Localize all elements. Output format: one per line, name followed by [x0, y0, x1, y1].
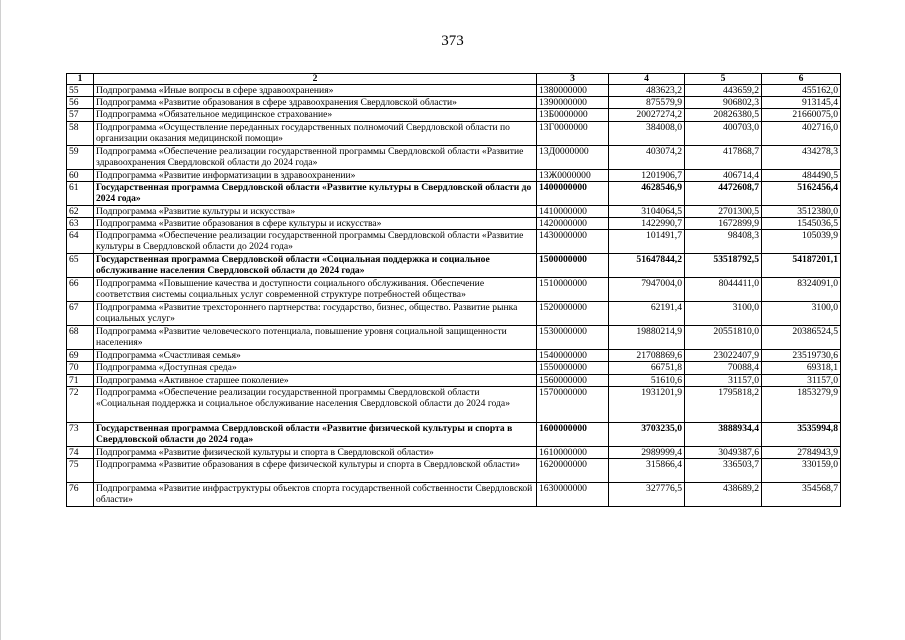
table-row	[67, 374, 841, 386]
value-col-6: 434278,3	[762, 145, 841, 169]
program-name: Подпрограмма «Обеспечение реализации государственной программы Свердловской области «Развитие здравоохранения Свердловской области до 2024 года»	[94, 145, 537, 169]
program-code: 1620000000	[537, 459, 609, 483]
value-col-6: 354568,7	[762, 483, 841, 507]
value-col-4: 51610,6	[609, 374, 685, 386]
value-col-5: 53518792,5	[685, 254, 762, 278]
row-number: 72	[67, 386, 94, 422]
value-col-5: 443659,2	[685, 85, 762, 97]
value-col-5: 406714,4	[685, 169, 762, 181]
program-name: Подпрограмма «Развитие инфраструктуры объектов спорта государственной собственности Свердловской области»	[94, 483, 537, 507]
value-col-5: 3049387,6	[685, 446, 762, 458]
program-code: 1630000000	[537, 483, 609, 507]
value-col-4: 1422990,7	[609, 218, 685, 230]
table-row	[67, 326, 841, 350]
table-row	[67, 181, 841, 205]
program-name: Подпрограмма «Развитие информатизации в здравоохранении»	[94, 169, 537, 181]
value-col-4: 875579,9	[609, 97, 685, 109]
table-row	[67, 446, 841, 458]
program-code: 1390000000	[537, 97, 609, 109]
header-cell: 6	[762, 74, 841, 85]
program-code: 1410000000	[537, 205, 609, 217]
table-row	[67, 254, 841, 278]
row-number: 76	[67, 483, 94, 507]
value-col-4: 3703235,0	[609, 422, 685, 446]
program-name: Подпрограмма «Обязательное медицинское страхование»	[94, 109, 537, 121]
row-number: 73	[67, 422, 94, 446]
value-col-5: 1795818,2	[685, 386, 762, 422]
value-col-4: 66751,8	[609, 362, 685, 374]
value-col-5: 98408,3	[685, 230, 762, 254]
program-name: Подпрограмма «Развитие физической культуры и спорта в Свердловской области»	[94, 446, 537, 458]
value-col-6: 31157,0	[762, 374, 841, 386]
table-row	[67, 169, 841, 181]
value-col-6: 402716,0	[762, 121, 841, 145]
program-code: 13Ж0000000	[537, 169, 609, 181]
value-col-6: 3100,0	[762, 302, 841, 326]
program-name: Подпрограмма «Счастливая семья»	[94, 350, 537, 362]
value-col-5: 20551810,0	[685, 326, 762, 350]
program-name: Подпрограмма «Развитие культуры и искусства»	[94, 205, 537, 217]
row-number: 59	[67, 145, 94, 169]
value-col-4: 101491,7	[609, 230, 685, 254]
program-name: Подпрограмма «Развитие образования в сфере физической культуры и спорта в Свердловской области»	[94, 459, 537, 483]
table-row	[67, 459, 841, 483]
table-row	[67, 483, 841, 507]
value-col-4: 4628546,9	[609, 181, 685, 205]
value-col-6: 5162456,4	[762, 181, 841, 205]
value-col-5: 20826380,5	[685, 109, 762, 121]
program-code: 1600000000	[537, 422, 609, 446]
value-col-6: 2784943,9	[762, 446, 841, 458]
header-cell: 3	[537, 74, 609, 85]
value-col-5: 438689,2	[685, 483, 762, 507]
program-name: Государственная программа Свердловской области «Развитие культуры в Свердловской области до 2024 года»	[94, 181, 537, 205]
table-row	[67, 350, 841, 362]
value-col-6: 330159,0	[762, 459, 841, 483]
value-col-6: 455162,0	[762, 85, 841, 97]
value-col-4: 7947004,0	[609, 278, 685, 302]
row-number: 55	[67, 85, 94, 97]
row-number: 70	[67, 362, 94, 374]
value-col-5: 1672899,9	[685, 218, 762, 230]
value-col-6: 8324091,0	[762, 278, 841, 302]
header-cell: 2	[94, 74, 537, 85]
value-col-4: 20027274,2	[609, 109, 685, 121]
value-col-4: 3104064,5	[609, 205, 685, 217]
row-number: 62	[67, 205, 94, 217]
row-number: 58	[67, 121, 94, 145]
row-number: 56	[67, 97, 94, 109]
value-col-5: 23022407,9	[685, 350, 762, 362]
row-number: 60	[67, 169, 94, 181]
value-col-4: 315866,4	[609, 459, 685, 483]
value-col-5: 417868,7	[685, 145, 762, 169]
page-number: 373	[441, 33, 464, 49]
value-col-6: 3512380,0	[762, 205, 841, 217]
value-col-4: 21708869,6	[609, 350, 685, 362]
table-row	[67, 362, 841, 374]
value-col-6: 105039,9	[762, 230, 841, 254]
program-name: Подпрограмма «Обеспечение реализации государственной программы Свердловской области «Развитие культуры в Свердловской области до 2024 года»	[94, 230, 537, 254]
row-number: 64	[67, 230, 94, 254]
value-col-4: 1931201,9	[609, 386, 685, 422]
value-col-4: 2989999,4	[609, 446, 685, 458]
program-name: Подпрограмма «Развитие человеческого потенциала, повышение уровня социальной защищенности населения»	[94, 326, 537, 350]
row-number: 68	[67, 326, 94, 350]
scan-edge	[0, 0, 1, 640]
value-col-5: 2701300,5	[685, 205, 762, 217]
value-col-6: 69318,1	[762, 362, 841, 374]
program-code: 1400000000	[537, 181, 609, 205]
value-col-4: 384008,0	[609, 121, 685, 145]
header-cell: 4	[609, 74, 685, 85]
program-name: Подпрограмма «Повышение качества и доступности социального обслуживания. Обеспечение соответствия системы социальных услуг современной структуре потребностей общества»	[94, 278, 537, 302]
value-col-5: 3100,0	[685, 302, 762, 326]
program-name: Подпрограмма «Иные вопросы в сфере здравоохранения»	[94, 85, 537, 97]
value-col-5: 4472608,7	[685, 181, 762, 205]
value-col-4: 19880214,9	[609, 326, 685, 350]
value-col-6: 1853279,9	[762, 386, 841, 422]
row-number: 74	[67, 446, 94, 458]
table-row	[67, 218, 841, 230]
value-col-6: 913145,4	[762, 97, 841, 109]
table-row	[67, 121, 841, 145]
value-col-4: 403074,2	[609, 145, 685, 169]
value-col-4: 51647844,2	[609, 254, 685, 278]
program-code: 1610000000	[537, 446, 609, 458]
value-col-5: 400703,0	[685, 121, 762, 145]
program-code: 1570000000	[537, 386, 609, 422]
program-code: 1420000000	[537, 218, 609, 230]
program-code: 1430000000	[537, 230, 609, 254]
program-code: 1530000000	[537, 326, 609, 350]
program-code: 1380000000	[537, 85, 609, 97]
budget-table	[66, 73, 841, 507]
value-col-4: 1201906,7	[609, 169, 685, 181]
value-col-4: 62191,4	[609, 302, 685, 326]
table-row	[67, 278, 841, 302]
row-number: 71	[67, 374, 94, 386]
value-col-6: 21660075,0	[762, 109, 841, 121]
program-name: Подпрограмма «Развитие трехстороннего партнерства: государство, бизнес, общество. Развитие рынка социальных услуг»	[94, 302, 537, 326]
table-row	[67, 97, 841, 109]
program-code: 1520000000	[537, 302, 609, 326]
table-row	[67, 145, 841, 169]
header-cell: 1	[67, 74, 94, 85]
value-col-4: 327776,5	[609, 483, 685, 507]
table-row	[67, 422, 841, 446]
row-number: 69	[67, 350, 94, 362]
row-number: 57	[67, 109, 94, 121]
program-name: Подпрограмма «Обеспечение реализации государственной программы Свердловской области «Социальная поддержка и социальное обслуживание населения Свердловской области до 2024 года»	[94, 386, 537, 422]
program-name: Подпрограмма «Доступная среда»	[94, 362, 537, 374]
value-col-5: 336503,7	[685, 459, 762, 483]
value-col-6: 20386524,5	[762, 326, 841, 350]
row-number: 67	[67, 302, 94, 326]
program-name: Государственная программа Свердловской области «Социальная поддержка и социальное обслуживание населения Свердловской области до 2024 года»	[94, 254, 537, 278]
program-code: 1550000000	[537, 362, 609, 374]
program-code: 13Д0000000	[537, 145, 609, 169]
value-col-6: 23519730,6	[762, 350, 841, 362]
value-col-4: 483623,2	[609, 85, 685, 97]
table-body	[67, 85, 841, 507]
header-row	[67, 74, 841, 85]
value-col-6: 54187201,1	[762, 254, 841, 278]
program-name: Подпрограмма «Активное старшее поколение»	[94, 374, 537, 386]
value-col-6: 484490,5	[762, 169, 841, 181]
row-number: 63	[67, 218, 94, 230]
row-number: 66	[67, 278, 94, 302]
value-col-6: 3535994,8	[762, 422, 841, 446]
row-number: 65	[67, 254, 94, 278]
program-code: 1510000000	[537, 278, 609, 302]
program-name: Подпрограмма «Развитие образования в сфере культуры и искусства»	[94, 218, 537, 230]
value-col-5: 70088,4	[685, 362, 762, 374]
table-row	[67, 85, 841, 97]
program-name: Государственная программа Свердловской области «Развитие физической культуры и спорта в Свердловской области до 2024 года»	[94, 422, 537, 446]
program-code: 13Б0000000	[537, 109, 609, 121]
program-name: Подпрограмма «Развитие образования в сфере здравоохранения Свердловской области»	[94, 97, 537, 109]
program-code: 1540000000	[537, 350, 609, 362]
value-col-5: 3888934,4	[685, 422, 762, 446]
program-code: 13Г0000000	[537, 121, 609, 145]
value-col-5: 8044411,0	[685, 278, 762, 302]
value-col-5: 31157,0	[685, 374, 762, 386]
table-row	[67, 109, 841, 121]
table-row	[67, 302, 841, 326]
row-number: 75	[67, 459, 94, 483]
program-code: 1560000000	[537, 374, 609, 386]
header-cell: 5	[685, 74, 762, 85]
table-row	[67, 386, 841, 422]
row-number: 61	[67, 181, 94, 205]
value-col-6: 1545036,5	[762, 218, 841, 230]
program-name: Подпрограмма «Осуществление переданных государственных полномочий Свердловской области по организации оказания медицинской помощи»	[94, 121, 537, 145]
program-code: 1500000000	[537, 254, 609, 278]
table-row	[67, 230, 841, 254]
value-col-5: 906802,3	[685, 97, 762, 109]
table-row	[67, 205, 841, 217]
